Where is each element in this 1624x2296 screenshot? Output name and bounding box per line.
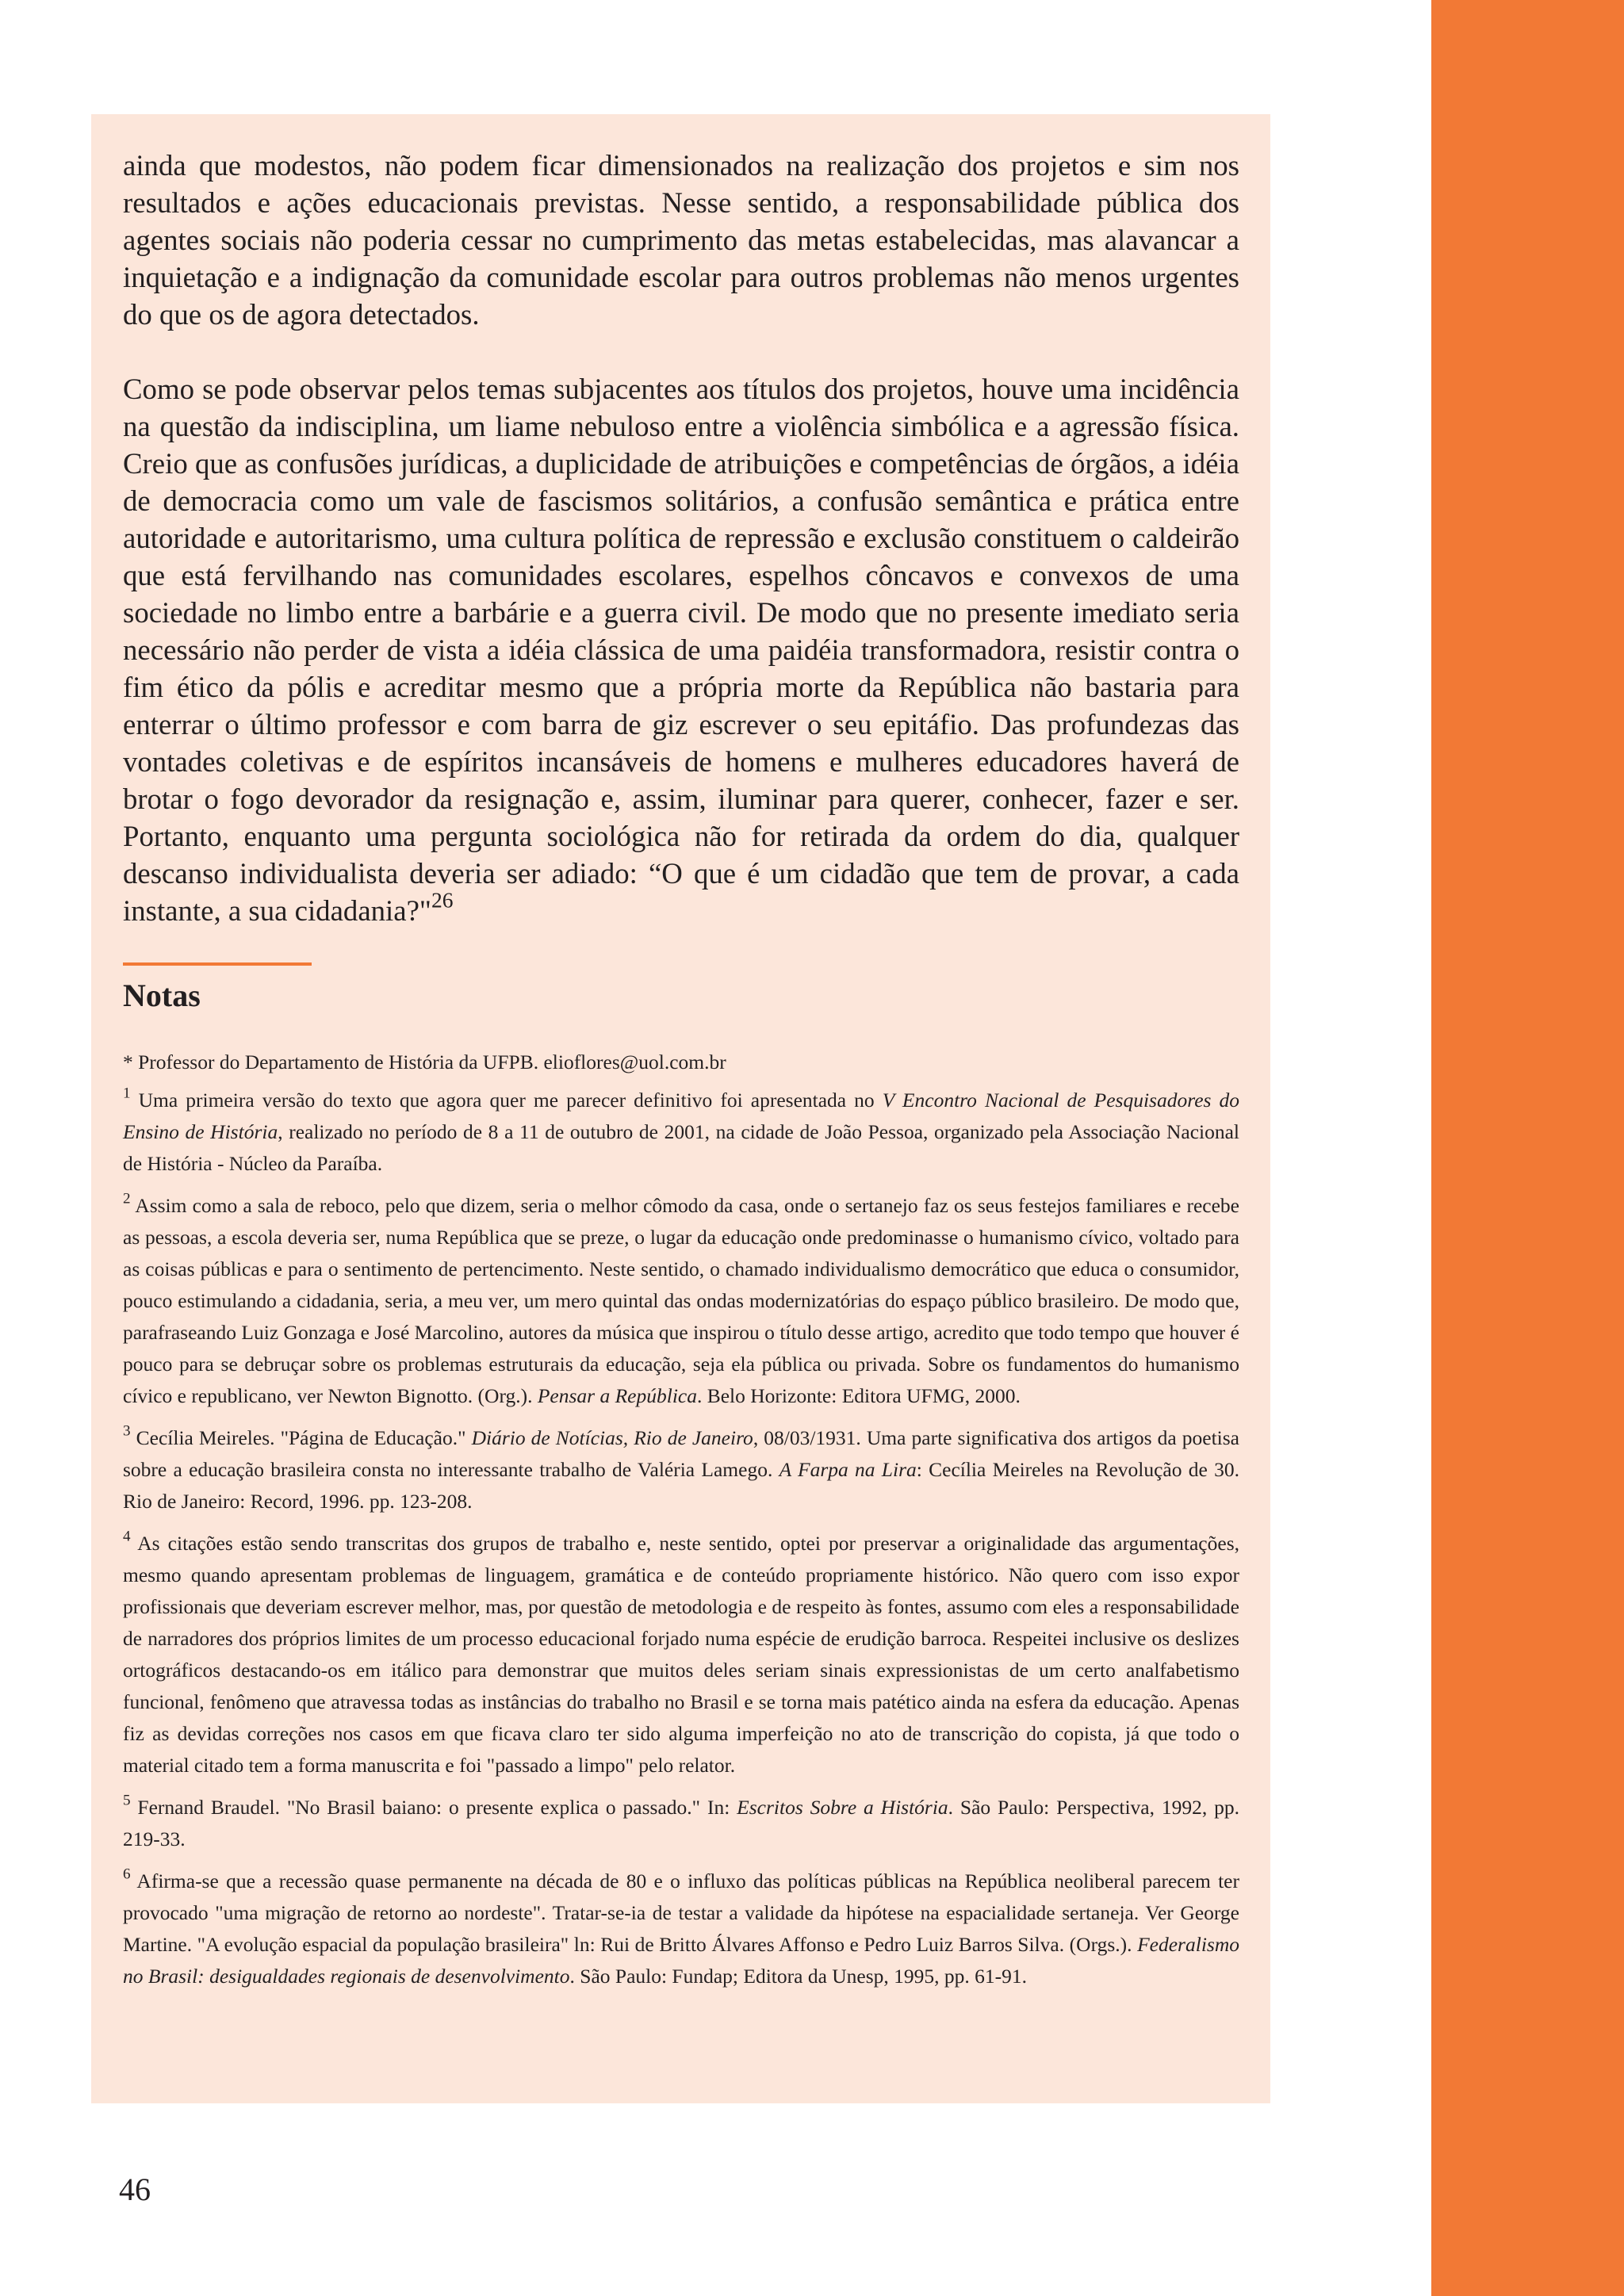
note-1-mark: 1 [123,1085,131,1102]
notes-list [123,1047,1239,1992]
note-3-title-2: A Farpa na Lira [779,1458,917,1481]
note-4-text-a: As citações estão sendo transcritas dos grupos de trabalho e, neste sentido, optei por preservar a originalidade das argumentações, mesmo quando apresentam problemas de linguagem, gramática e de conteúdo propriamente histórico. Não quero com isso expor profissionais que deveriam escrever melhor, mas, por questão de metodologia e de respeito às fontes, assumo com eles a responsabilidade de narradores dos próprios limites de um processo educacional forjado numa espécie de erudição barroca. Respeitei inclusive os deslizes ortográficos destacando-os em itálico para demonstrar que muitos deles seriam sinais expressionistas de um certo analfabetismo funcional, fenômeno que atravessa todas as instâncias do trabalho no Brasil e se torna mais patético ainda na esfera da educação. Apenas fiz as devidas correções nos casos em que ficava claro ter sido alguma imperfeição no ato de transcrição do copista, já que todo o material citado tem a forma manuscrita e foi "passado a limpo" pelo relator. [123,1532,1239,1777]
note-4-mark: 4 [123,1528,131,1545]
note-2-text-b: . Belo Horizonte: Editora UFMG, 2000. [696,1384,1021,1407]
note-1-text-b: , realizado no período de 8 a 11 de outubro de 2001, na cidade de João Pessoa, organizado pela Associação Nacional de História - Núcleo da Paraíba. [123,1120,1239,1175]
note-4 [123,1528,1239,1781]
orange-side-band [1431,0,1624,2296]
body-paragraph-2 [123,370,1239,929]
body-paragraph-1-text: ainda que modestos, não podem ficar dimensionados na realização dos projetos e sim nos resultados e ações educacionais previstas. Nesse sentido, a responsabilidade pública dos agentes sociais não poderia cessar no cumprimento das metas estabelecidas, mas alavancar a inquietação e a indignação da comunidade escolar para outros problemas não menos urgentes do que os de agora detectados. [123,149,1239,331]
note-6 [123,1866,1239,1992]
notes-heading: Notas [123,978,201,1013]
note-6-text-b: . São Paulo: Fundap; Editora da Unesp, 1995, pp. 61-91. [569,1965,1028,1988]
note-3-mark: 3 [123,1422,131,1440]
body-paragraph-1 [123,147,1239,333]
author-note [123,1047,1239,1078]
note-3-text-b: , 08/03/1931. Uma parte significativa dos artigos da poetisa sobre a educação brasileira consta no interessante trabalho de Valéria Lamego. [123,1426,1239,1481]
note-2-text-a: Assim como a sala de reboco, pelo que dizem, seria o melhor cômodo da casa, onde o sertanejo faz os seus festejos familiares e recebe as pessoas, a escola deveria ser, numa República que se preze, o lugar da educação onde predominasse o humanismo cívico, voltado para as coisas públicas e para o sentimento de pertencimento. Neste sentido, o chamado individualismo democrático que educa o consumidor, pouco estimulando a cidadania, seria, a meu ver, um mero quintal das ondas modernizatórias do espaço público brasileiro. De modo que, parafraseando Luiz Gonzaga e José Marcolino, autores da música que inspirou o título desse artigo, acredito que todo tempo que houver é pouco para se debruçar sobre os problemas estruturais da educação, seja ela pública ou privada. Sobre os fundamentos do humanismo cívico e republicano, ver Newton Bignotto. (Org.). [123,1194,1239,1407]
note-3-title: Diário de Notícias, Rio de Janeiro [471,1426,753,1449]
note-6-mark: 6 [123,1866,131,1883]
footnote-ref-26[interactable]: 26 [431,887,454,913]
note-3-text-a: Cecília Meireles. "Página de Educação." [130,1426,472,1449]
note-3 [123,1422,1239,1517]
note-1 [123,1085,1239,1180]
content-panel [91,114,1270,2103]
note-3-text-c: : Cecília Meireles na Revolução de 30. Rio de Janeiro: Record, 1996. pp. 123-208. [123,1458,1239,1513]
notes-divider [123,962,312,966]
note-6-text-a: Afirma-se que a recessão quase permanente na década de 80 e o influxo das políticas públicas na República neoliberal parecem ter provocado "uma migração de retorno ao nordeste". Tratar-se-ia de testar a validade da hipótese na espacialidade sertaneja. Ver George Martine. "A evolução espacial da população brasileira" ln: Rui de Britto Álvares Affonso e Pedro Luiz Barros Silva. (Orgs.). [123,1869,1239,1956]
note-2-title: Pensar a República [537,1384,697,1407]
note-2-mark: 2 [123,1190,131,1207]
note-5-mark: 5 [123,1792,131,1809]
note-1-title: V Encontro Nacional de Pesquisadores do Ensino de História [123,1089,1240,1143]
note-6-title: Federalismo no Brasil: desigualdades regionais de desenvolvimento [123,1933,1239,1988]
note-5 [123,1792,1239,1855]
body-paragraph-2-text: Como se pode observar pelos temas subjacentes aos títulos dos projetos, houve uma incidência na questão da indisciplina, um liame nebuloso entre a violência simbólica e a agressão física. Creio que as confusões jurídicas, a duplicidade de atribuições e competências de órgãos, a idéia de democracia como um vale de fascismos solitários, a confusão semântica e prática entre autoridade e autoritarismo, uma cultura política de repressão e exclusão constituem o caldeirão que está fervilhando nas comunidades escolares, espelhos côncavos e convexos de uma sociedade no limbo entre a barbárie e a guerra civil. De modo que no presente imediato seria necessário não perder de vista a idéia clássica de uma paidéia transformadora, resistir contra o fim ético da pólis e acreditar mesmo que a própria morte da República não bastaria para enterrar o último professor e com barra de giz escrever o seu epitáfio. Das profundezas das vontades coletivas e de espíritos incansáveis de homens e mulheres educadores haverá de brotar o fogo devorador da resignação e, assim, iluminar para querer, conhecer, fazer e ser. Portanto, enquanto uma pergunta sociológica não for retirada da ordem do dia, qualquer descanso individualista deveria ser adiado: “O que é um cidadão que tem de provar, a cada instante, a sua cidadania?" [123,373,1239,927]
note-5-text-a: Fernand Braudel. "No Brasil baiano: o presente explica o passado." In: [130,1796,737,1819]
note-5-title: Escritos Sobre a História [737,1796,948,1819]
page-number: 46 [119,2172,151,2207]
note-1-text-a: Uma primeira versão do texto que agora quer me parecer definitivo foi apresentada no [130,1089,883,1112]
author-note-text: * Professor do Departamento de História da UFPB. elioflores@uol.com.br [123,1050,726,1073]
note-2 [123,1190,1239,1412]
note-5-text-b: . São Paulo: Perspectiva, 1992, pp. 219-33. [123,1796,1239,1850]
